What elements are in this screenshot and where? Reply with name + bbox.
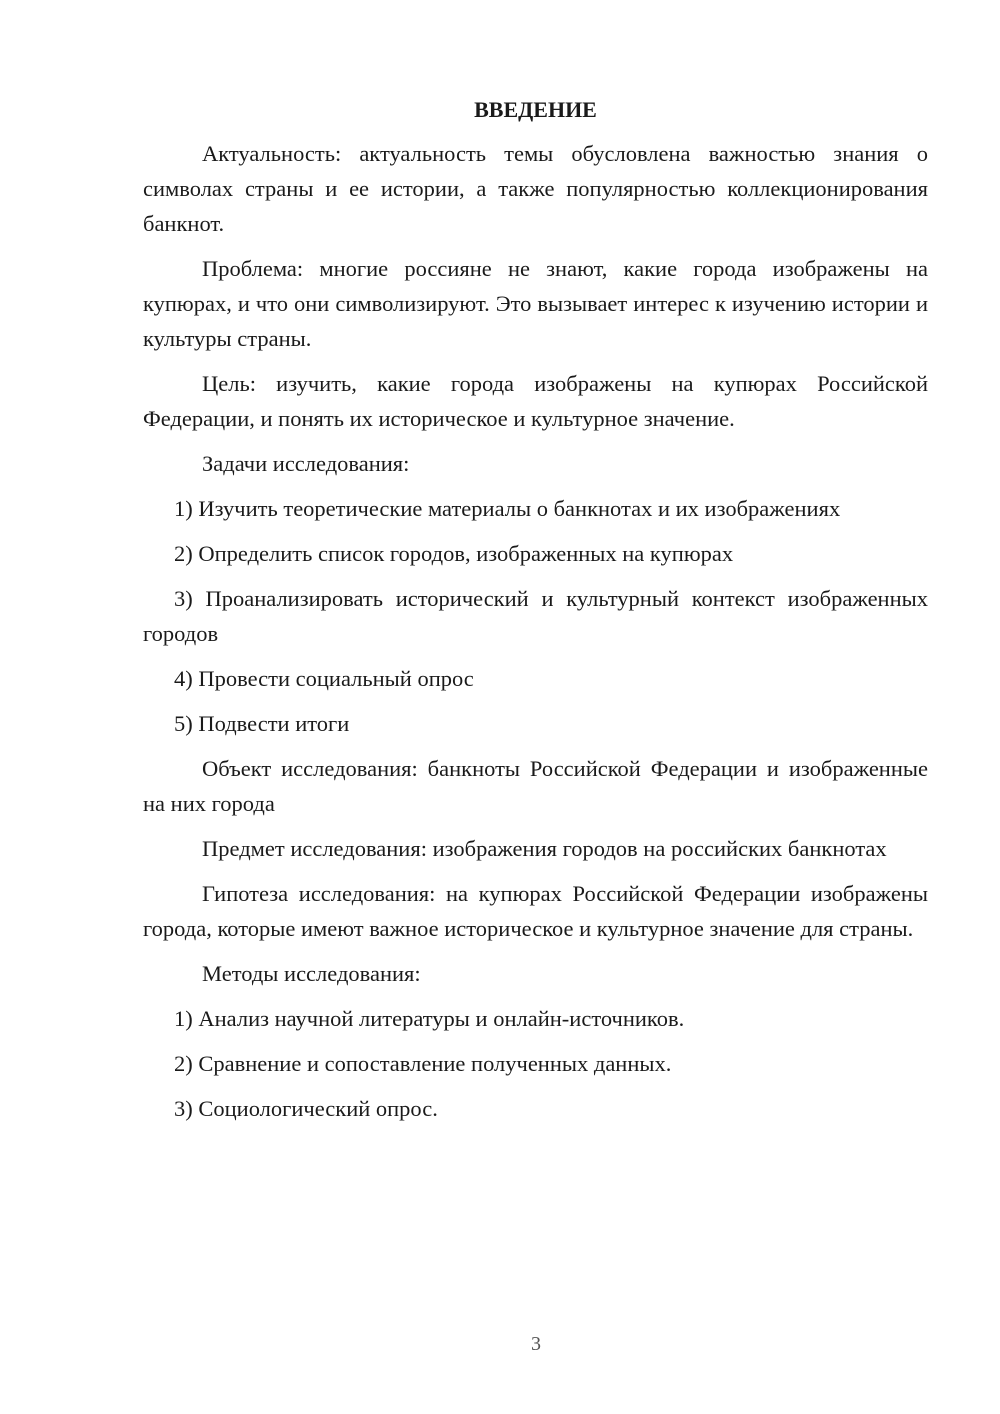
method-item: 1) Анализ научной литературы и онлайн-источников.: [174, 1006, 685, 1031]
task-item: 2) Определить список городов, изображенных на купюрах: [174, 541, 734, 566]
task-item: 3) Проанализировать исторический и культурный контекст изображенных городов: [143, 586, 928, 646]
problem-paragraph: Проблема: многие россияне не знают, какие города изображены на купюрах, и что они символизируют. Это вызывает интерес к изучению истории и культуры страны.: [143, 256, 928, 351]
section-title: ВВЕДЕНИЕ: [474, 97, 597, 122]
page-content: [143, 92, 928, 1136]
task-item: 1) Изучить теоретические материалы о банкнотах и их изображениях: [174, 496, 841, 521]
method-item: 3) Социологический опрос.: [174, 1096, 438, 1121]
goal-paragraph: Цель: изучить, какие города изображены на купюрах Российской Федерации, и понять их историческое и культурное значение.: [143, 371, 928, 431]
tasks-heading: Задачи исследования:: [202, 451, 410, 476]
task-item: 4) Провести социальный опрос: [174, 666, 474, 691]
hypothesis-paragraph: Гипотеза исследования: на купюрах Российской Федерации изображены города, которые имеют важное историческое и культурное значение для страны.: [143, 881, 928, 941]
page-number: 3: [531, 1333, 541, 1355]
task-item: 5) Подвести итоги: [174, 711, 350, 736]
object-paragraph: Объект исследования: банкноты Российской Федерации и изображенные на них города: [143, 756, 928, 816]
subject-paragraph: Предмет исследования: изображения городов на российских банкнотах: [202, 836, 887, 861]
methods-heading: Методы исследования:: [202, 961, 421, 986]
relevance-paragraph: Актуальность: актуальность темы обусловлена важностью знания о символах страны и ее истории, а также популярностью коллекционирования банкнот.: [143, 141, 928, 236]
method-item: 2) Сравнение и сопоставление полученных данных.: [174, 1051, 672, 1076]
